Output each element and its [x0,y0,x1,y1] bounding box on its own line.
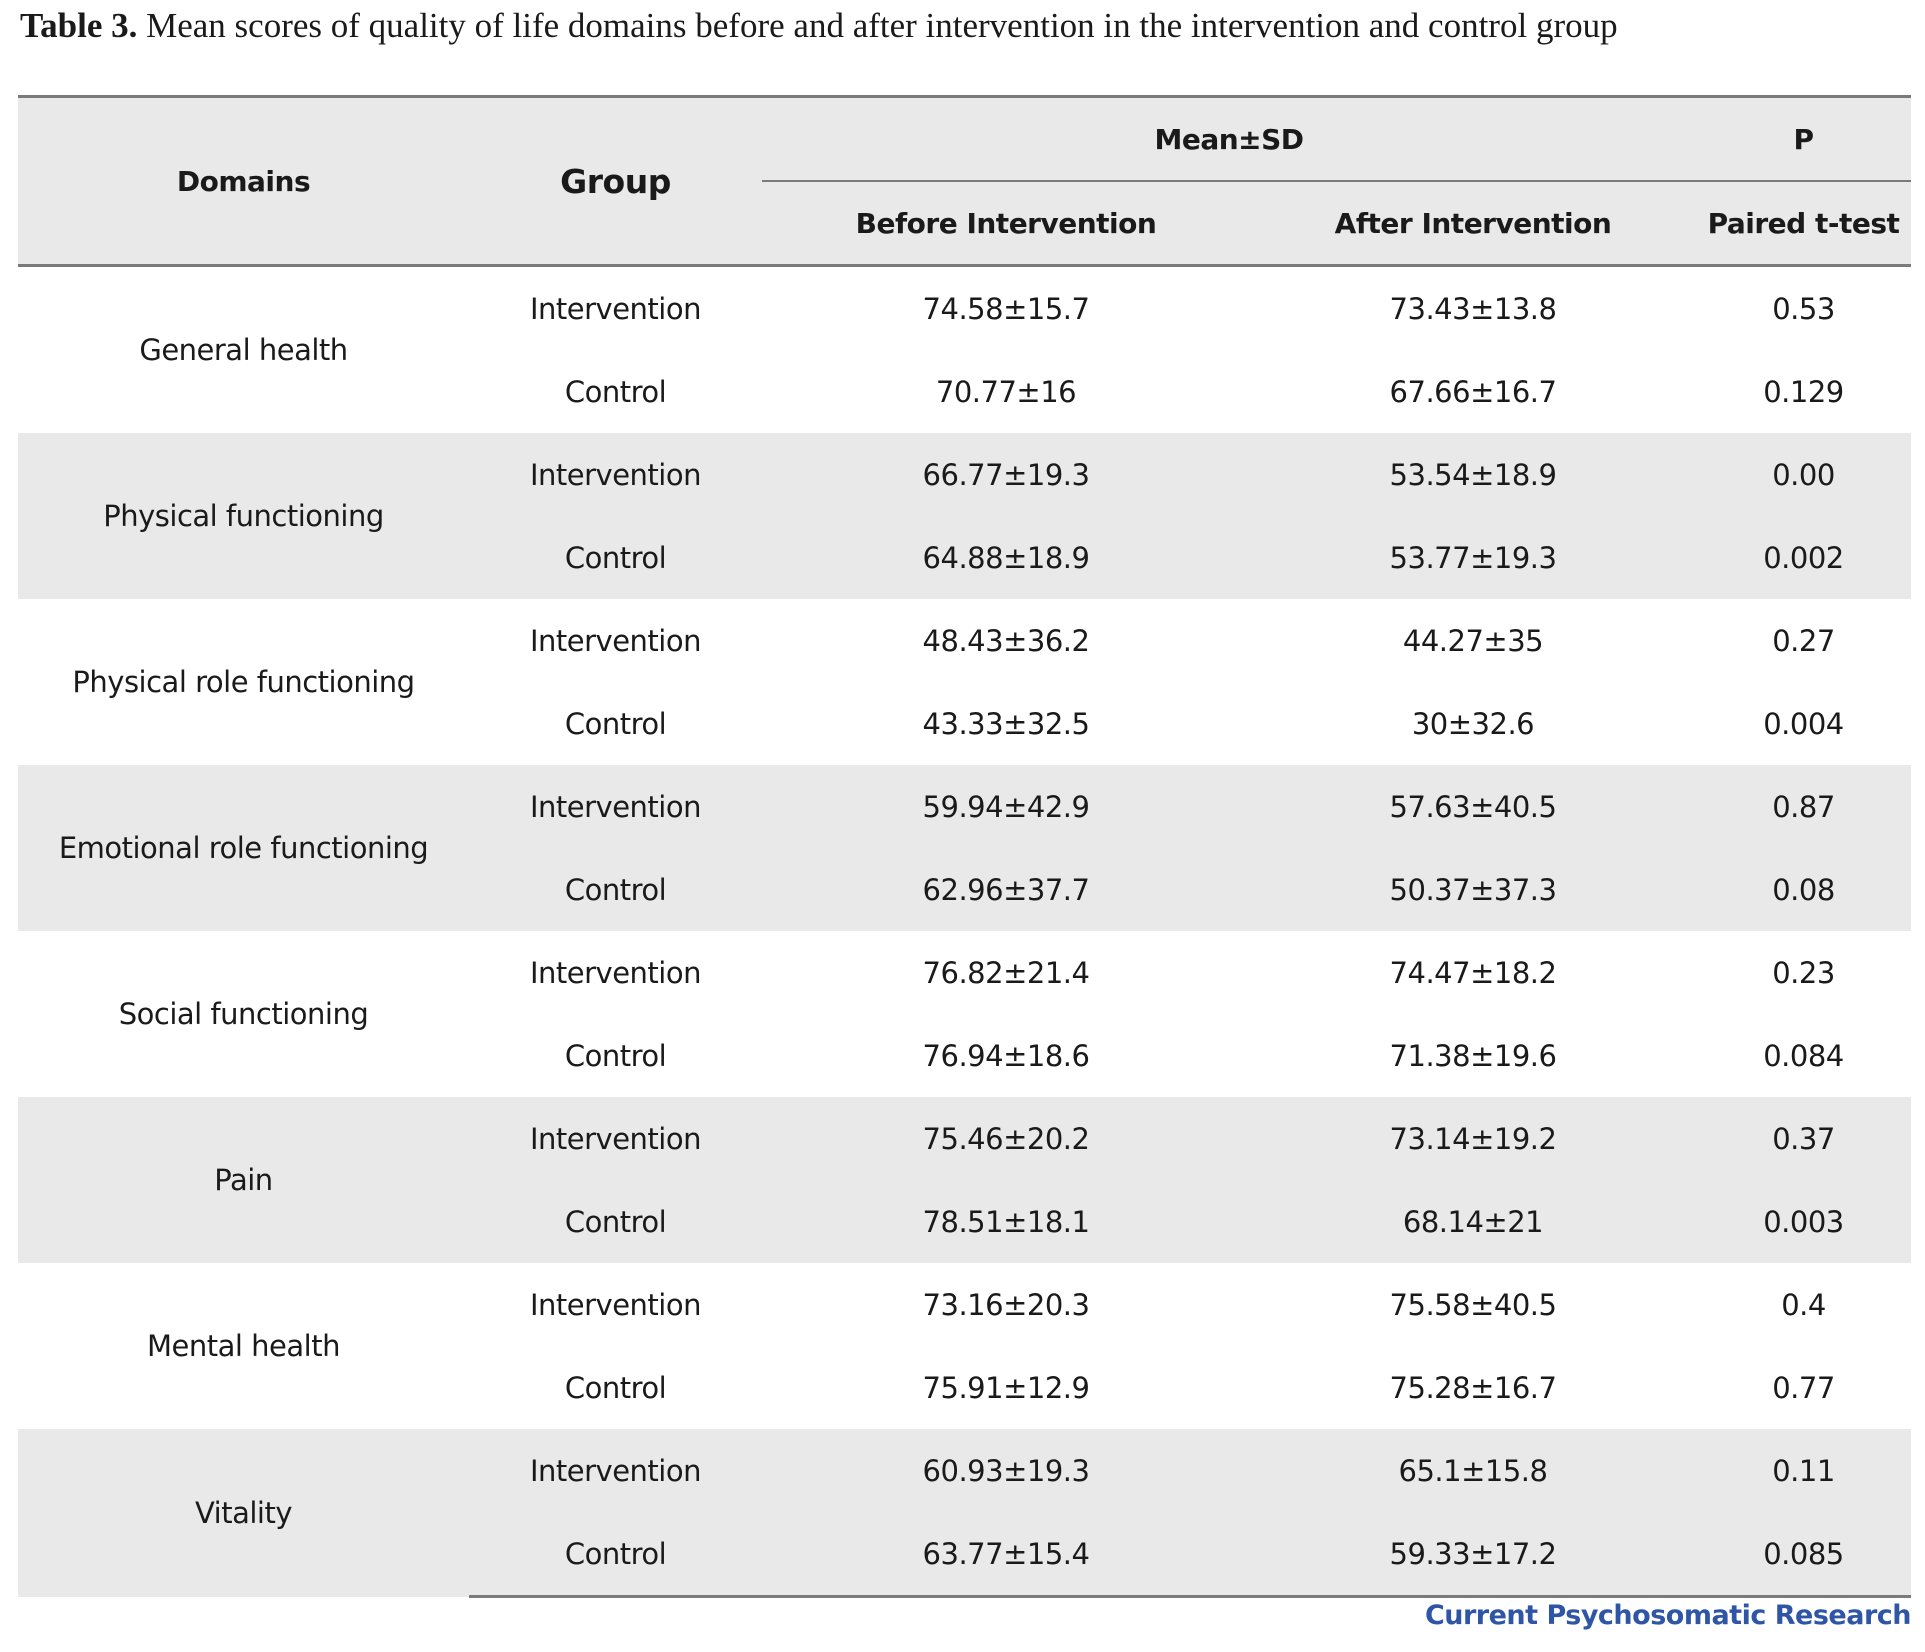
p-value-cell: 0.11 [1696,1429,1911,1512]
results-table [18,95,1911,1598]
group-cell: Intervention [529,1287,701,1322]
results-table-container [18,95,1911,1598]
before-cell: 63.77±15.4 [762,1512,1250,1597]
table-row [18,1429,1911,1512]
before-cell: 75.46±20.2 [762,1097,1250,1180]
group-cell: Control [564,1038,667,1073]
group-cell: Intervention [469,1097,762,1180]
after-cell: 67.66±16.7 [1389,374,1557,409]
p-value-cell: 0.37 [1696,1097,1911,1180]
before-cell: 64.88±18.9 [762,516,1250,599]
after-cell: 73.14±19.2 [1250,1097,1696,1180]
after-cell: 73.43±13.8 [1389,291,1557,326]
p-value-cell: 0.00 [1696,433,1911,516]
domain-cell: Physical role functioning [72,665,415,699]
before-cell: 43.33±32.5 [922,706,1090,741]
after-cell: 53.54±18.9 [1250,433,1696,516]
p-value-cell: 0.004 [1763,706,1844,741]
header-mean-sd: Mean±SD [762,97,1696,182]
table-row [18,765,1911,848]
after-cell: 53.77±19.3 [1250,516,1696,599]
header-paired-t-test: Paired t-test [1696,181,1911,266]
p-value-cell: 0.87 [1696,765,1911,848]
after-cell: 71.38±19.6 [1389,1038,1557,1073]
after-cell: 75.28±16.7 [1389,1370,1557,1405]
p-value-cell: 0.085 [1696,1512,1911,1597]
table-row [18,266,1911,351]
before-cell: 76.94±18.6 [922,1038,1090,1073]
before-cell: 62.96±37.7 [762,848,1250,931]
after-cell: 65.1±15.8 [1250,1429,1696,1512]
after-cell: 75.58±40.5 [1389,1287,1557,1322]
p-value-cell: 0.4 [1781,1287,1826,1322]
journal-brand: Current Psychosomatic Research [1424,1600,1911,1631]
header-before-intervention: Before Intervention [762,181,1250,266]
group-cell: Control [469,848,762,931]
caption-label: Table 3. [20,6,138,45]
table-row [18,1097,1911,1180]
group-cell: Control [564,1370,667,1405]
domain-cell: Mental health [147,1329,340,1363]
after-cell: 44.27±35 [1402,623,1544,658]
before-cell: 78.51±18.1 [762,1180,1250,1263]
group-cell: Intervention [469,765,762,848]
table-header [18,97,1911,266]
p-value-cell: 0.53 [1772,291,1835,326]
before-cell: 59.94±42.9 [762,765,1250,848]
p-value-cell: 0.27 [1772,623,1835,658]
domain-cell: Emotional role functioning [18,765,469,931]
after-cell: 57.63±40.5 [1250,765,1696,848]
table-row [18,599,1911,682]
group-cell: Intervention [529,291,701,326]
group-cell: Intervention [469,1429,762,1512]
before-cell: 60.93±19.3 [762,1429,1250,1512]
header-domains: Domains [18,97,469,266]
p-value-cell: 0.084 [1763,1038,1844,1073]
before-cell: 48.43±36.2 [922,623,1090,658]
after-cell: 59.33±17.2 [1250,1512,1696,1597]
group-cell: Intervention [529,623,701,658]
before-cell: 70.77±16 [935,374,1077,409]
p-value-cell: 0.77 [1772,1370,1835,1405]
group-cell: Intervention [469,433,762,516]
header-p: P [1696,97,1911,182]
before-cell: 76.82±21.4 [922,955,1090,990]
domain-cell: Vitality [18,1429,469,1597]
header-group: Group [469,97,762,266]
group-cell: Intervention [529,955,701,990]
before-cell: 66.77±19.3 [762,433,1250,516]
group-cell: Control [564,706,667,741]
table-body [18,266,1911,1597]
before-cell: 73.16±20.3 [922,1287,1090,1322]
table-row [18,1263,1911,1346]
before-cell: 75.91±12.9 [922,1370,1090,1405]
after-cell: 50.37±37.3 [1250,848,1696,931]
domain-cell: General health [139,333,348,367]
after-cell: 68.14±21 [1250,1180,1696,1263]
after-cell: 30±32.6 [1411,706,1535,741]
p-value-cell: 0.002 [1696,516,1911,599]
p-value-cell: 0.23 [1772,955,1835,990]
domain-cell: Pain [18,1097,469,1263]
p-value-cell: 0.129 [1763,374,1844,409]
before-cell: 74.58±15.7 [922,291,1090,326]
table-row [18,433,1911,516]
group-cell: Control [469,516,762,599]
p-value-cell: 0.08 [1696,848,1911,931]
group-cell: Control [564,374,667,409]
after-cell: 74.47±18.2 [1389,955,1557,990]
group-cell: Control [469,1512,762,1597]
p-value-cell: 0.003 [1696,1180,1911,1263]
domain-cell: Physical functioning [18,433,469,599]
domain-cell: Social functioning [118,997,369,1031]
table-row [18,931,1911,1014]
header-after-intervention: After Intervention [1250,181,1696,266]
table-caption [20,6,1900,46]
caption-text: Mean scores of quality of life domains before and after intervention in the intervention and control group [137,6,1618,45]
group-cell: Control [469,1180,762,1263]
